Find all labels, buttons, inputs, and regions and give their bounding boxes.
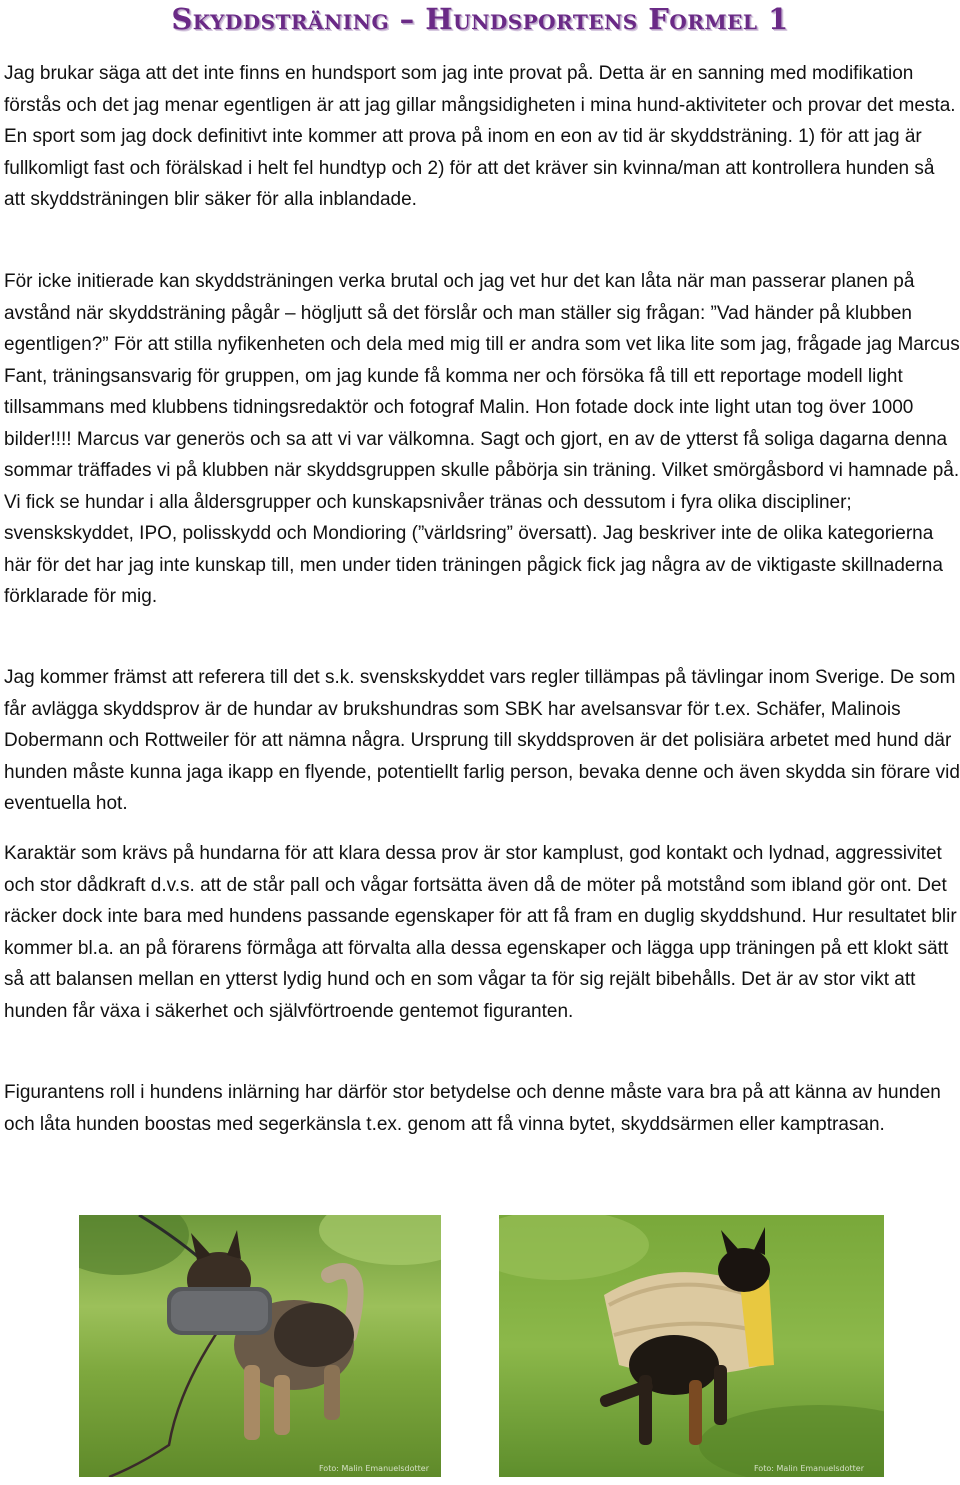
paragraph-figurant: Figurantens roll i hundens inlärning har därför stor betydelse och denne måste vara bra på att känna av hunden och låta hunden boostas med segerkänsla t.ex. genom att få vinna bytet, skyddsärmen eller kamptrasan. — [4, 1082, 941, 1135]
paragraph-intro: Jag brukar säga att det inte finns en hundsport som jag inte provat på. Detta är en sanning med modifikation förstås och det jag menar egentligen är att jag gillar mångsidigheten i mina hund-aktiviteter och provar det mesta. En sport som jag dock definitivt inte kommer att prova på inom en eon av tid är skyddsträning. 1) för att jag är fullkomligt fast och förälskad i helt fel hundtyp och 2) för att det kräver sin kvinna/man att kontrollera hunden så att skyddsträningen blir säker för alla inblandade. — [4, 63, 956, 210]
photo-credit: Foto: Malin Emanuelsdotter — [318, 1464, 429, 1473]
paragraph-svenskskyddet: Jag kommer främst att referera till det s.k. svenskskyddet vars regler tillämpas på tävlingar inom Sverige. De som får avlägga skyddsprov är de hundar av brukshundras som SBK har avelsansvar för t.ex. Schäfer, Malinois Dobermann och Rottweiler för att nämna några. Ursprung till skyddsproven är det polisiära arbetet med hund där hunden måste kunna jaga ikapp en flyende, potentiellt farlig person, bevaka denne och även skydda sin förare vid eventuella hot. — [4, 667, 960, 814]
photo-german-shepherd — [79, 1215, 441, 1477]
photo-credit: Foto: Malin Emanuelsdotter — [753, 1464, 864, 1473]
page-title: Skyddsträning – Hundsportens Formel 1 — [171, 2, 789, 36]
paragraph-character: Karaktär som krävs på hundarna för att klara dessa prov är stor kamplust, god kontakt och lydnad, aggressivitet och stor dådkraft d.v.s. att de står pall och vågar fortsätta även då de möter på motstånd som ibland gör ont. Det räcker dock inte bara med hundens passande egenskaper för att få fram en duglig skyddshund. Hur resultatet blir kommer bl.a. an på förarens förmåga att förvalta alla dessa egenskaper och lägga upp träningen på ett klokt sätt så att balansen mellan en ytterst lydig hund och en som vågar ta för sig rejält bibehålls. Det är av stor vikt att hunden får växa i säkerhet och självförtroende gentemot figuranten. — [4, 843, 957, 1022]
photo-dobermann — [499, 1215, 884, 1477]
paragraph-visit: För icke initierade kan skyddsträningen verka brutal och jag vet hur det kan låta när man passerar planen på avstånd när skyddsträning pågår – högljutt så det förslår och man ställer sig frågan: ”Vad händer på klubben egentligen?” För att stilla nyfikenheten och dela med mig till er andra som vet lika lite som jag, frågade jag Marcus Fant, träningsansvarig för gruppen, om jag kunde få komma ner och försöka få till ett reportage modell light tillsammans med klubbens tidningsredaktör och fotograf Malin. Hon fotade dock inte light utan tog över 1000 bilder!!!! Marcus var generös och sa att vi var välkomna. Sagt och gjort, en av de ytterst få soliga dagarna denna sommar träffades vi på klubben när skyddsgruppen skulle påbörja sin träning. Vilket smörgåsbord vi hamnade på. Vi fick se hundar i alla åldersgrupper och kunskapsnivåer tränas och dessutom i fyra olika discipliner; svenskskyddet, IPO, polisskydd och Mondioring (”världsring” översatt). Jag beskriver inte de olika kategorierna här för det har jag inte kunskap till, men under tiden träningen pågick fick jag några av de viktigaste skillnaderna förklarade för mig. — [4, 271, 960, 607]
